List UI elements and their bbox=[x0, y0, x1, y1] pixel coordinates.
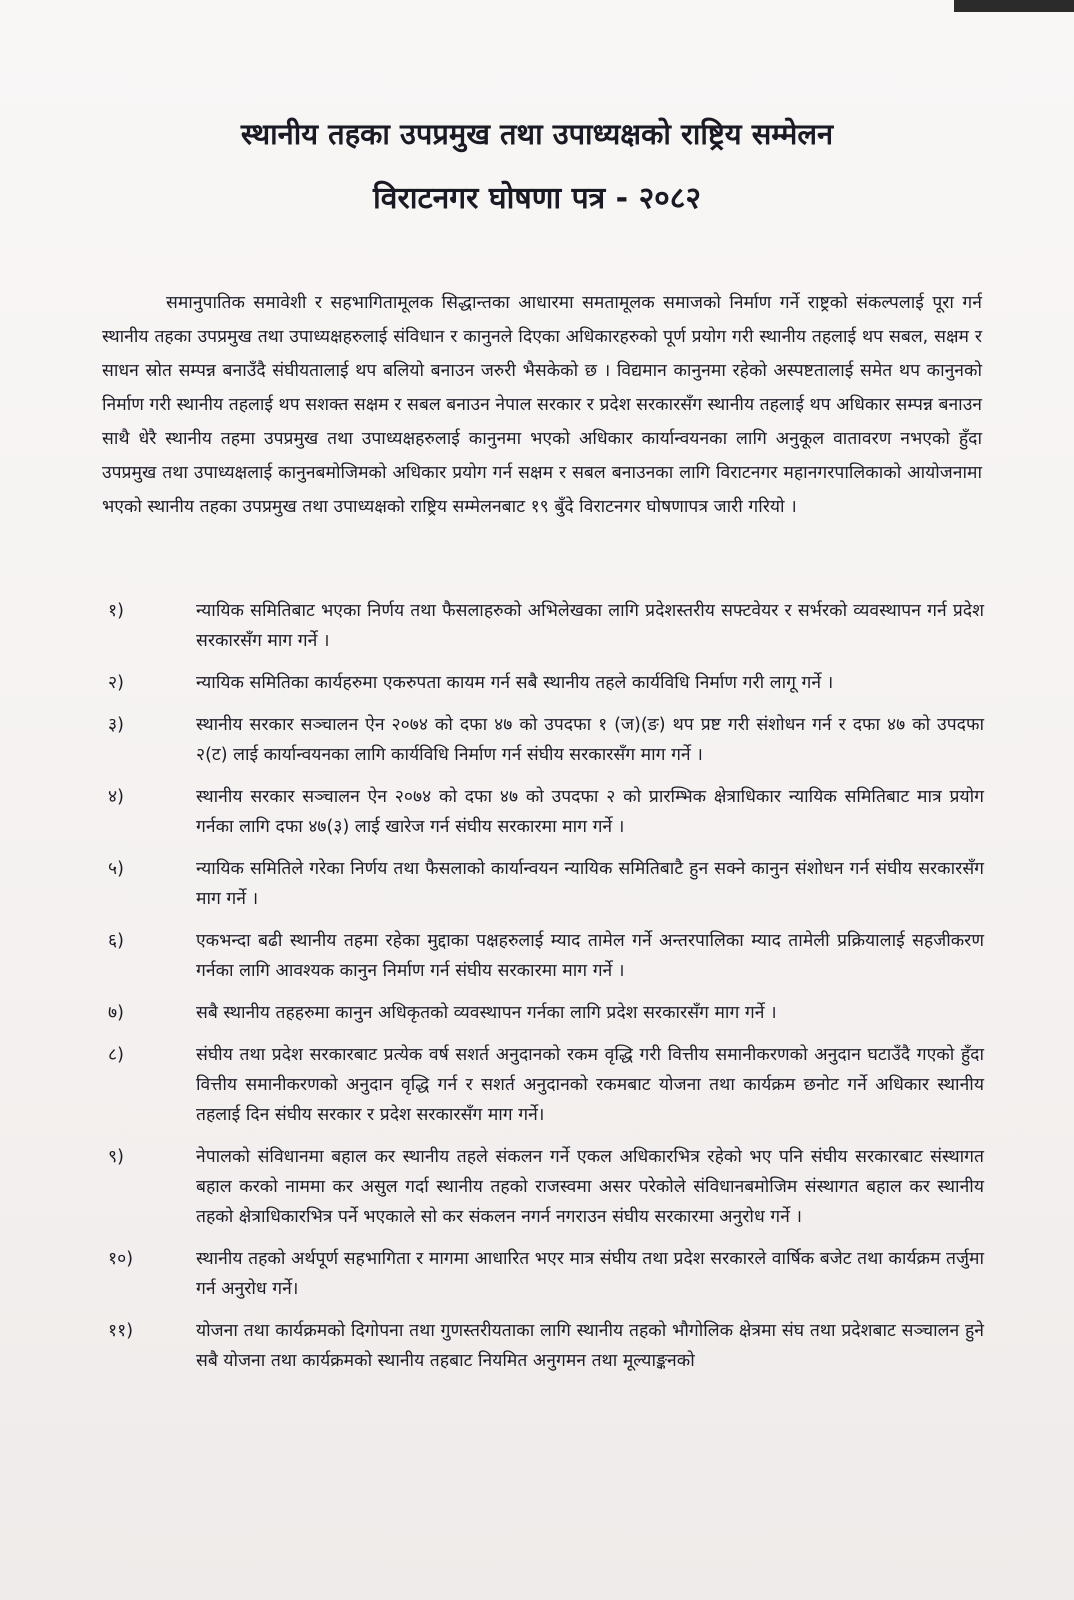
list-item bbox=[108, 710, 984, 770]
item-text: न्यायिक समितिले गरेका निर्णय तथा फैसलाको कार्यान्वयन न्यायिक समितिबाटै हुन सक्ने कानुन संशोधन गर्न संघीय सरकारसँग माग गर्ने । bbox=[196, 859, 984, 909]
item-text: सबै स्थानीय तहहरुमा कानुन अधिकृतको व्यवस्थापन गर्नका लागि प्रदेश सरकारसँग माग गर्ने । bbox=[196, 1003, 777, 1023]
item-number: १०) bbox=[108, 1249, 134, 1269]
item-number: २) bbox=[108, 673, 124, 693]
item-text: नेपालको संविधानमा बहाल कर स्थानीय तहले संकलन गर्ने एकल अधिकारभित्र रहेको भए पनि संघीय सरकारबाट संस्थागत बहाल करको नाममा कर असुल गर्दा स्थानीय तहको राजस्वमा असर परेकोले संविधानबमोजिम संस्थागत बहाल कर स्थानीय तहको क्षेत्राधिकारभित्र पर्ने भएकाले सो कर संकलन नगर्न नगराउन संघीय सरकारमा अनुरोध गर्ने । bbox=[196, 1147, 984, 1227]
item-text: योजना तथा कार्यक्रमको दिगोपना तथा गुणस्तरीयताका लागि स्थानीय तहको भौगोलिक क्षेत्रमा संघ तथा प्रदेशबाट सञ्चालन हुने सबै योजना तथा कार्यक्रमको स्थानीय तहबाट नियमित अनुगमन तथा मूल्याङ्कनको bbox=[196, 1321, 984, 1371]
item-text: एकभन्दा बढी स्थानीय तहमा रहेका मुद्दाका पक्षहरुलाई म्याद तामेल गर्ने अन्तरपालिका म्याद तामेली प्रक्रियालाई सहजीकरण गर्नका लागि आवश्यक कानुन निर्माण गर्न संघीय सरकारमा माग गर्ने । bbox=[196, 931, 984, 981]
page-edge-shadow bbox=[954, 0, 1074, 12]
item-text: स्थानीय सरकार सञ्चालन ऐन २०७४ को दफा ४७ को उपदफा २ को प्रारम्भिक क्षेत्राधिकार न्यायिक समितिबाट मात्र प्रयोग गर्नका लागि दफा ४७(३) लाई खारेज गर्न संघीय सरकारमा माग गर्ने । bbox=[196, 787, 984, 837]
list-item bbox=[108, 668, 984, 698]
intro-paragraph: समानुपातिक समावेशी र सहभागितामूलक सिद्धान्तका आधारमा समतामूलक समाजको निर्माण गर्ने राष्ट्रको संकल्पलाई पूरा गर्न स्थानीय तहका उपप्रमुख तथा उपाध्यक्षहरुलाई संविधान र कानुनले दिएका अधिकारहरुको पूर्ण प्रयोग गरी स्थानीय तहलाई थप सबल, सक्षम र साधन स्रोत सम्पन्न बनाउँदै संघीयतालाई थप बलियो बनाउन जरुरी भैसकेको छ । विद्यमान कानुनमा रहेको अस्पष्टतालाई समेत थप कानुनको निर्माण गरी स्थानीय तहलाई थप सशक्त सक्षम र सबल बनाउन नेपाल सरकार र प्रदेश सरकारसँग स्थानीय तहलाई थप अधिकार सम्पन्न बनाउन साथै धेरै स्थानीय तहमा उपप्रमुख तथा उपाध्यक्षहरुलाई कानुनमा भएको अधिकार कार्यान्वयनका लागि अनुकूल वातावरण नभएको हुँदा उपप्रमुख तथा उपाध्यक्षलाई कानुनबमोजिमको अधिकार प्रयोग गर्न सक्षम र सबल बनाउनका लागि विराटनगर महानगरपालिकाको आयोजनामा भएको स्थानीय तहका उपप्रमुख तथा उपाध्यक्षको राष्ट्रिय सम्मेलनबाट १९ बुँदे विराटनगर घोषणापत्र जारी गरियो । bbox=[102, 293, 982, 517]
item-text: स्थानीय सरकार सञ्चालन ऐन २०७४ को दफा ४७ को उपदफा १ (ज)(ङ) थप प्रष्ट गरी संशोधन गर्न र दफा ४७ को उपदफा २(ट) लाई कार्यान्वयनका लागि कार्यविधि निर्माण गर्न संघीय सरकारसँग माग गर्ने । bbox=[196, 715, 984, 765]
item-text: न्यायिक समितिबाट भएका निर्णय तथा फैसलाहरुको अभिलेखका लागि प्रदेशस्तरीय सफ्टवेयर र सर्भरको व्यवस्थापन गर्न प्रदेश सरकारसँग माग गर्ने । bbox=[196, 601, 984, 651]
document-title: स्थानीय तहका उपप्रमुख तथा उपाध्यक्षको राष्ट्रिय सम्मेलन bbox=[240, 117, 834, 151]
document-subtitle: विराटनगर घोषणा पत्र - २०८२ bbox=[373, 181, 701, 216]
list-item bbox=[108, 926, 984, 986]
item-number: ८) bbox=[108, 1045, 124, 1065]
list-item bbox=[108, 998, 984, 1028]
list-item bbox=[108, 596, 984, 656]
list-item bbox=[108, 854, 984, 914]
list-item bbox=[108, 1244, 984, 1304]
item-text: संघीय तथा प्रदेश सरकारबाट प्रत्येक वर्ष सशर्त अनुदानको रकम वृद्धि गरी वित्तीय समानीकरणको अनुदान घटाउँदै गएको हुँदा वित्तीय समानीकरणको अनुदान वृद्धि गर्न र सशर्त अनुदानको रकमबाट योजना तथा कार्यक्रम छनोट गर्ने अधिकार स्थानीय तहलाई दिन संघीय सरकार र प्रदेश सरकारसँग माग गर्ने। bbox=[196, 1045, 984, 1125]
item-number: ४) bbox=[108, 787, 124, 807]
list-item bbox=[108, 1316, 984, 1376]
list-item bbox=[108, 1142, 984, 1232]
list-item bbox=[108, 782, 984, 842]
list-item bbox=[108, 1040, 984, 1130]
declaration-list bbox=[108, 596, 984, 1388]
item-number: ३) bbox=[108, 715, 124, 735]
item-number: ११) bbox=[108, 1321, 134, 1341]
item-text: न्यायिक समितिका कार्यहरुमा एकरुपता कायम गर्न सबै स्थानीय तहले कार्यविधि निर्माण गरी लागू गर्ने । bbox=[196, 673, 834, 693]
item-number: ६) bbox=[108, 931, 124, 951]
item-number: ५) bbox=[108, 859, 124, 879]
item-text: स्थानीय तहको अर्थपूर्ण सहभागिता र मागमा आधारित भएर मात्र संघीय तथा प्रदेश सरकारले वार्षिक बजेट तथा कार्यक्रम तर्जुमा गर्न अनुरोध गर्ने। bbox=[196, 1249, 984, 1299]
item-number: १) bbox=[108, 601, 124, 621]
item-number: ७) bbox=[108, 1003, 124, 1023]
item-number: ९) bbox=[108, 1147, 124, 1167]
